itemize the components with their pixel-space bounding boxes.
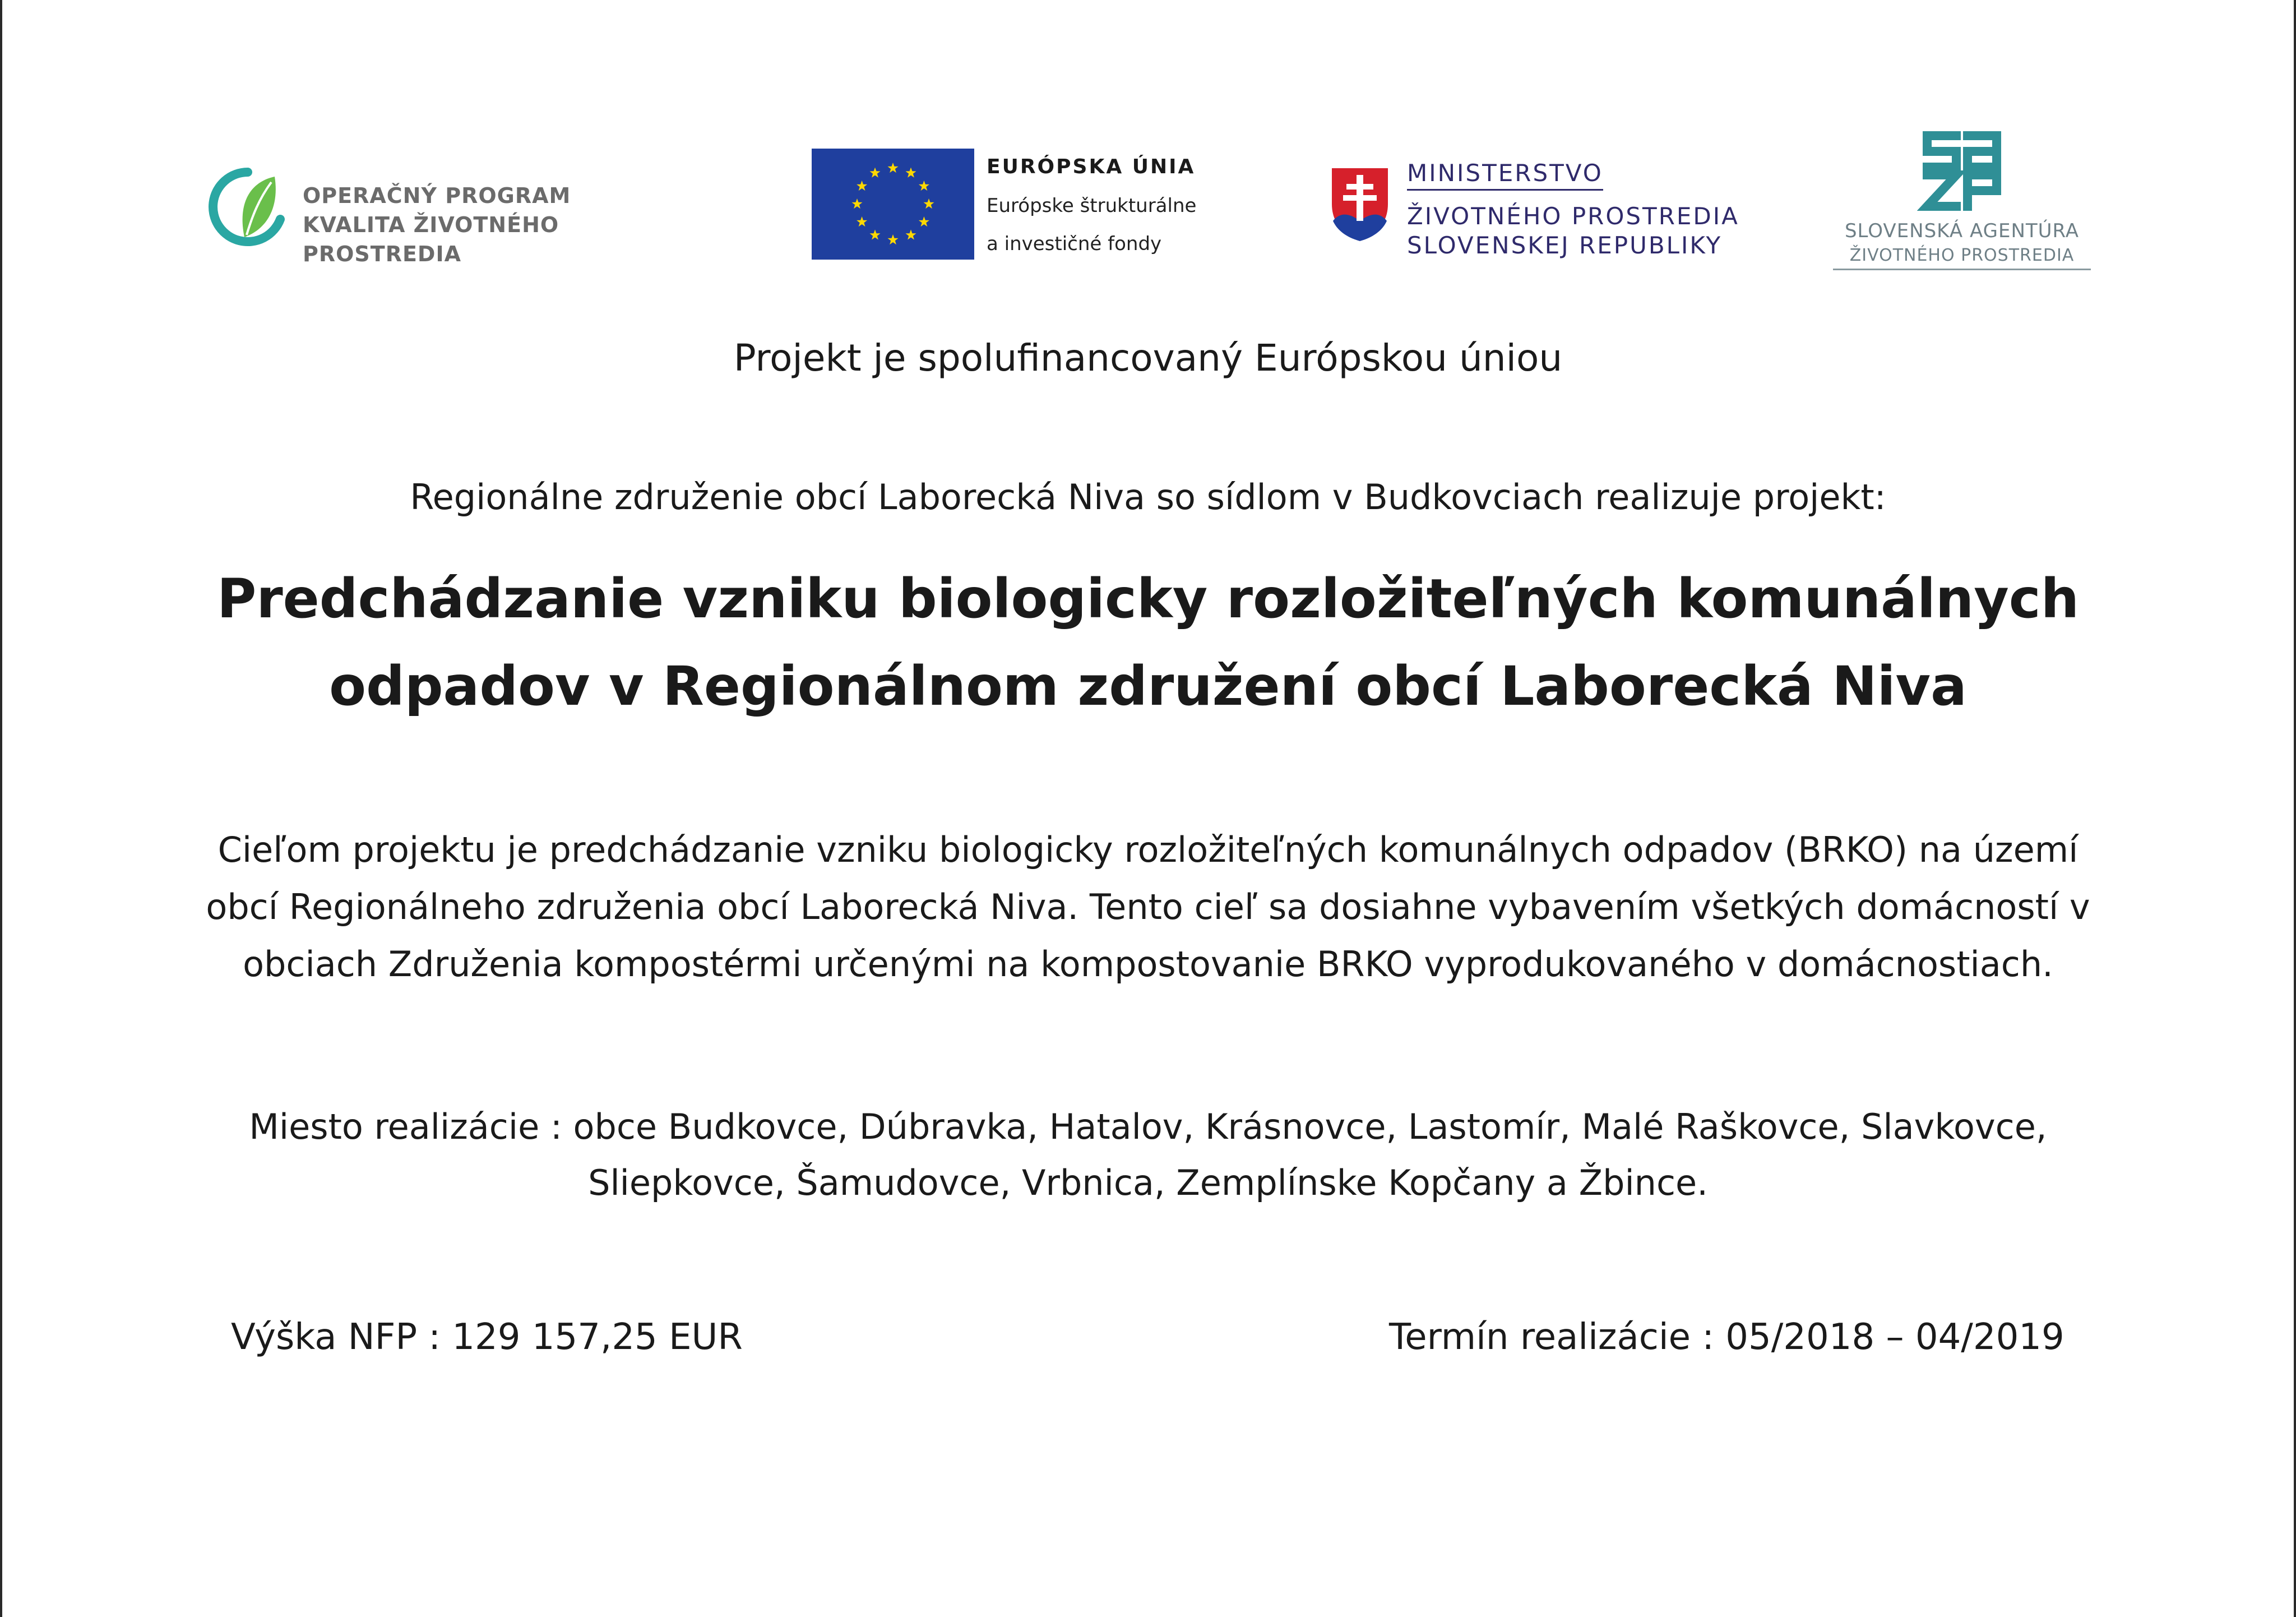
eu-logo [812,149,1260,261]
ministry-line1: MINISTERSTVO [1407,159,1603,191]
eu-star-icon [852,198,863,209]
eu-star-icon [919,181,929,191]
eu-star-icon [906,229,916,239]
project-title-line2: odpadov v Regionálnom združení obcí Laborecká Niva [329,655,1967,718]
eu-star-icon [857,181,867,191]
agency-line2: ŽIVOTNÉHO PROSTREDIA [1833,246,2091,270]
description-line1: Cieľom projektu je predchádzanie vzniku biologicky rozložiteľných komunálnych odpadov (BRKO) na území [217,829,2079,870]
operational-program-line2: KVALITA ŽIVOTNÉHO PROSTREDIA [303,212,559,266]
eu-subtitle-line2: a investičné fondy [987,233,1162,255]
place-line1: Miesto realizácie : obce Budkovce, Dúbravka, Hatalov, Krásnovce, Lastomír, Malé Raškovce, Slavkovce, [249,1106,2047,1147]
leaf-circle-icon [209,165,287,250]
eu-flag-icon [812,149,974,260]
realizer-statement: Regionálne združenie obcí Laborecká Niva so sídlom v Budkovciach realizuje projekt: [410,477,1886,518]
eu-star-icon [924,198,934,209]
slovak-coat-of-arms-icon [1328,165,1391,243]
eu-star-icon [919,216,929,227]
place-line2: Sliepkovce, Šamudovce, Vrbnica, Zemplínske Kopčany a Žbince. [588,1162,1708,1203]
nfp-amount: Výška NFP : 129 157,25 EUR [231,1316,743,1358]
eu-star-icon [888,163,899,173]
ministry-logo [1328,157,1755,264]
agency-line1: SLOVENSKÁ AGENTÚRA [1844,220,2080,242]
eu-star-icon [857,216,867,227]
ministry-line3: SLOVENSKEJ REPUBLIKY [1407,232,1723,259]
description-line3: obciach Združenia kompostérmi určenými na kompostovanie BRKO vyprodukovaného v domácnostiach. [243,944,2053,985]
ministry-line2: ŽIVOTNÉHO PROSTREDIA [1407,202,1739,230]
project-title-line1: Predchádzanie vzniku biologicky rozložiteľných komunálnych [216,567,2080,630]
operational-program-line1: OPERAČNÝ PROGRAM [303,183,571,208]
project-title [0,555,2296,730]
cofinanced-statement: Projekt je spolufinancovaný Európskou úniou [733,336,1563,380]
eu-star-icon [888,234,899,244]
realization-term: Termín realizácie : 05/2018 – 04/2019 [1389,1316,2064,1358]
sazp-logo-icon [1917,129,2007,213]
eu-star-icon [870,168,881,178]
eu-title: EURÓPSKA ÚNIA [987,155,1196,178]
agency-logo [1833,129,2091,275]
eu-star-icon [870,229,881,239]
eu-subtitle-line1: Európske štrukturálne [987,195,1197,217]
description-line2: obcí Regionálneho združenia obcí Laborecká Niva. Tento cieľ sa dosiahne vybavením všetkých domácností v [206,886,2090,927]
realization-place [0,1099,2296,1211]
operational-program-logo [209,165,713,266]
page-border-right [2294,0,2296,1617]
eu-star-icon [906,168,916,178]
project-description [0,821,2296,993]
page-border-left [0,0,2,1617]
